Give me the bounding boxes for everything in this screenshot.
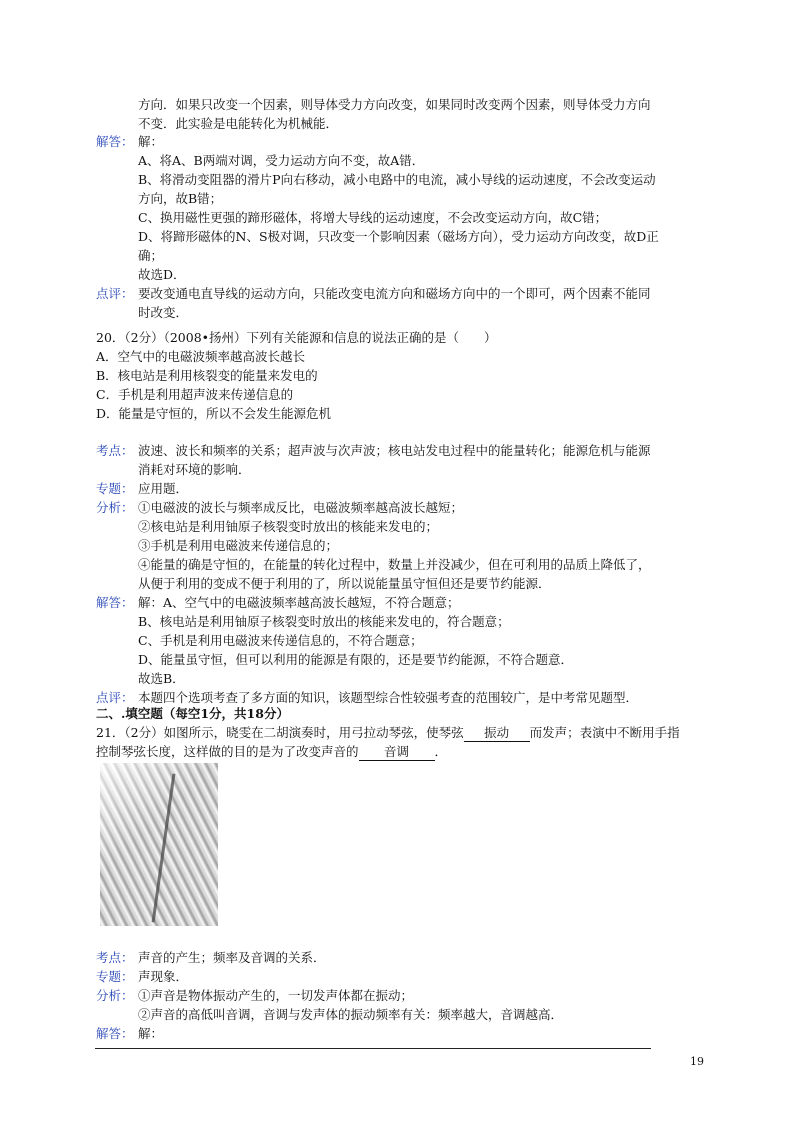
footer-rule: [95, 1048, 651, 1049]
q19-answer-line: 方向，故B错；: [138, 191, 223, 206]
q20-kaodian-label: 考点：: [96, 443, 134, 458]
q21-fenxi-line: ②声音的高低叫音调，音调与发声体的振动频率有关：频率越大，音调越高．: [138, 1007, 564, 1022]
q20-jieda-line: 解：A、空气中的电磁波频率越高波长越短，不符合题意；: [138, 595, 460, 610]
q21-fenxi-line: ①声音是物体振动产生的，一切发声体都在振动；: [138, 988, 414, 1003]
section-title: 二、.填空题（每空1分，共18分）: [96, 706, 289, 721]
q21-kaodian-label: 考点：: [96, 950, 134, 965]
q19-answer-line: 故选D．: [138, 267, 186, 282]
q20-fenxi-line: ④能量的确是守恒的，在能量的转化过程中，数量上并没减少，但在可利用的品质上降低了，: [138, 557, 651, 572]
q19-answer-line: D、将蹄形磁体的N、S极对调，只改变一个影响因素（磁场方向），受力运动方向改变，故D正: [138, 229, 659, 244]
q20-dianping-label: 点评：: [96, 690, 134, 705]
q21-jieda-label: 解答：: [96, 1026, 134, 1041]
q20-option-b: B．核电站是利用核裂变的能量来发电的: [96, 368, 318, 383]
q21-fenxi-label: 分析：: [96, 988, 134, 1003]
q19-answer-label: 解答：: [96, 134, 134, 149]
q20-fenxi-label: 分析：: [96, 500, 134, 515]
q20-jieda-line: D、能量虽守恒，但可以利用的能源是有限的，还是要节约能源，不符合题意．: [138, 652, 574, 667]
q19-comment-line: 要改变通电直导线的运动方向，只能改变电流方向和磁场方向中的一个即可，两个因素不能同: [138, 286, 651, 301]
q21-blank-2: 音调: [359, 744, 435, 761]
q20-stem: 20．（2分）（2008•扬州）下列有关能源和信息的说法正确的是（ ）: [96, 330, 497, 345]
q20-option-c: C．手机是利用超声波来传递信息的: [96, 387, 294, 402]
q21-jieda: 解：: [138, 1026, 164, 1041]
q20-dianping: 本题四个选项考查了多方面的知识，该题型综合性较强考查的范围较广，是中考常见题型．: [138, 690, 639, 705]
q19-answer-line: 确；: [138, 248, 164, 263]
q20-jieda-line: B、核电站是利用铀原子核裂变时放出的核能来发电的，符合题意；: [138, 614, 510, 629]
q20-option-d: D．能量是守恒的，所以不会发生能源危机: [96, 406, 332, 421]
q20-kaodian-line: 消耗对环境的影响．: [138, 462, 251, 477]
q21-line-2a: 控制琴弦长度，这样做的目的是为了改变声音的: [96, 744, 359, 759]
q21-line-2: [96, 742, 447, 761]
q20-zhuanti: 应用题．: [138, 481, 189, 496]
q20-kaodian-line: 波速、波长和频率的关系；超声波与次声波；核电站发电过程中的能量转化；能源危机与能源: [138, 443, 651, 458]
q21-blank-1: 振动: [464, 725, 530, 742]
q20-jieda-line: 故选B．: [138, 671, 185, 686]
q19-comment-label: 点评：: [96, 286, 134, 301]
q19-analysis-cont-1: 方向．如果只改变一个因素，则导体受力方向改变，如果同时改变两个因素，则导体受力方向: [138, 97, 651, 112]
q21-line-1b: 而发声；表演中不断用手指: [529, 725, 680, 740]
q20-fenxi-line: ②核电站是利用铀原子核裂变时放出的核能来发电的；: [138, 519, 439, 534]
q19-answer-line: B、将滑动变阻器的滑片P向右移动，减小电路中的电流，减小导线的运动速度，不会改变运动: [138, 172, 656, 187]
erhu-performance-photo: [100, 763, 218, 926]
page-number: 19: [690, 1055, 704, 1068]
q20-jieda-line: C、手机是利用电磁波来传递信息的，不符合题意；: [138, 633, 423, 648]
q19-comment-line: 时改变．: [138, 305, 189, 320]
q21-line-2b: ．: [434, 744, 448, 759]
q19-answer-line: 解：: [138, 134, 164, 149]
q20-zhuanti-label: 专题：: [96, 481, 134, 496]
q21-zhuanti-label: 专题：: [96, 969, 134, 984]
q21-kaodian: 声音的产生；频率及音调的关系．: [138, 950, 326, 965]
q20-fenxi-line: ③手机是利用电磁波来传递信息的；: [138, 538, 339, 553]
q19-analysis-cont-2: 不变．此实验是电能转化为机械能．: [138, 116, 339, 131]
q21-line-1a: 21．（2分）如图所示，晓雯在二胡演奏时，用弓拉动琴弦，使琴弦: [96, 725, 464, 740]
q20-fenxi-line: 从便于利用的变成不便于利用的了，所以说能量虽守恒但还是要节约能源．: [138, 576, 551, 591]
q21-zhuanti: 声现象．: [138, 969, 189, 984]
q20-fenxi-line: ①电磁波的波长与频率成反比，电磁波频率越高波长越短；: [138, 500, 464, 515]
q21-line-1: [96, 723, 680, 742]
q19-answer-line: C、换用磁性更强的蹄形磁体，将增大导线的运动速度，不会改变运动方向，故C错；: [138, 210, 608, 225]
q20-jieda-label: 解答：: [96, 595, 134, 610]
q19-answer-line: A、将A、B两端对调，受力运动方向不变，故A错．: [138, 153, 425, 168]
q20-option-a: A．空气中的电磁波频率越高波长越长: [96, 349, 306, 364]
